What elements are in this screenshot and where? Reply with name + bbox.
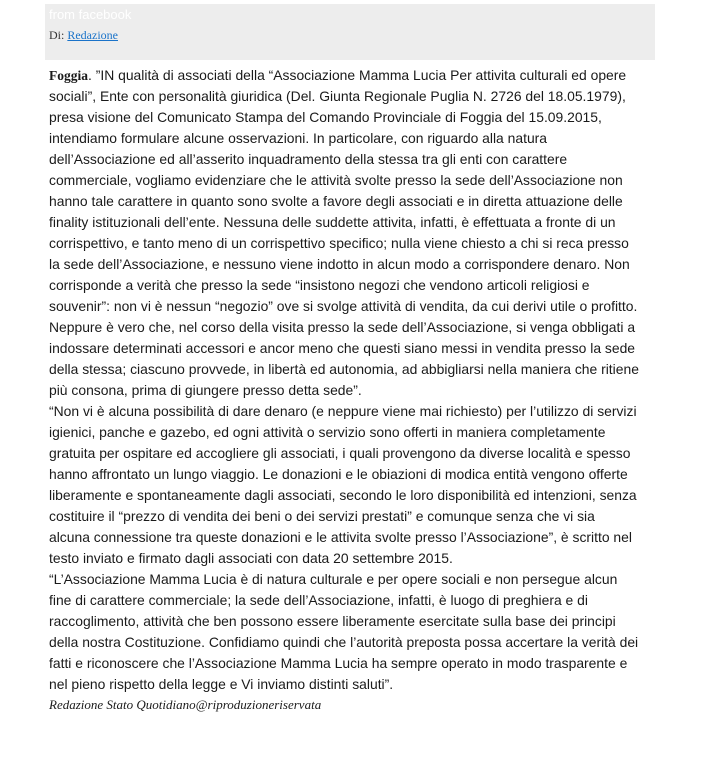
byline [49,27,118,43]
dateline: Foggia [49,68,88,83]
author-link[interactable]: Redazione [67,28,118,42]
source-label: from facebook [49,7,132,22]
article-paragraph-3: “L’Associazione Mamma Lucia è di natura culturale e per opere sociali e non persegue alcun fine di carattere commerciale; la sede dell’Associazione, infatti, è luogo di preghiera e di raccoglimento, attività che ben possono essere liberamente esercitate sulla base dei principi della nostra Costituzione. Confidiamo quindi che l’autorità preposta possa accertare la verità dei fatti e riconoscere che l’Associazione Mamma Lucia ha sempre operato in modo trasparente e nel pieno rispetto della legge e Vi inviamo distinti saluti”. [49,571,639,692]
article-header [45,4,655,60]
byline-prefix: Di: [49,28,65,42]
article-body [49,65,639,715]
signature: Redazione Stato Quotidiano@riproduzioneriservata [49,697,322,712]
article-paragraph-1 [49,65,639,401]
paragraph-1-text: . ”IN qualità di associati della “Associazione Mamma Lucia Per attivita culturali ed opere sociali”, Ente con personalità giuridica (Del. Giunta Regionale Puglia N. 2726 del 18.05.1979), presa visione del Comunicato Stampa del Comando Provinciale di Foggia del 15.09.2015, intendiamo formulare alcune osservazioni. In particolare, con riguardo alla natura dell’Associazione ed all’asserito inquadramento della stessa tra gli enti con carattere commerciale, vogliamo evidenziare che le attività svolte presso la sede dell’Associazione non hanno tale carattere in quanto sono svolte a favore degli associati e in diretta attuazione delle finality istituzionali dell’ente. Nessuna delle suddette attivita, infatti, è effettuata a fronte di un corrispettivo, e tanto meno di un corrispettivo specifico; nulla viene chiesto a chi si reca presso la sede dell’Associazione, e nessuno viene indotto in alcun modo a corrispondere denaro. Non corrisponde a verità che presso la sede “insistono negozi che vendono articoli religiosi e souvenir”: non vi è nessun “negozio” ove si svolge attività di vendita, da cui derivi utile o profitto. Neppure è vero che, nel corso della visita presso la sede dell’Associazione, si venga obbligati a indossare determinati accessori e ancor meno che questi siano messi in vendita presso la sede della stessa; ciascuno provvede, in libertà ed autonomia, ad abbigliarsi nella maniera che ritiene più consona, prima di giungere presso detta sede”. [49,67,639,398]
article-paragraph-2: “Non vi è alcuna possibilità di dare denaro (e neppure viene mai richiesto) per l’utilizzo di servizi igienici, panche e gazebo, ed ogni attività o servizio sono offerti in maniera completamente gratuita per ospitare ed accogliere gli associati, i quali provengono da diverse località e spesso hanno affrontato un lungo viaggio. Le donazioni e le obiazioni di modica entità vengono offerte liberamente e spontaneamente dagli associati, secondo le loro disponibilità ed intenzioni, senza costituire il “prezzo di vendita dei beni o dei servizi prestati” e comunque senza che vi sia alcuna connessione tra queste donazioni e le attivita svolte presso l’Associazione”, è scritto nel testo inviato e firmato dagli associati con data 20 settembre 2015. [49,403,637,566]
